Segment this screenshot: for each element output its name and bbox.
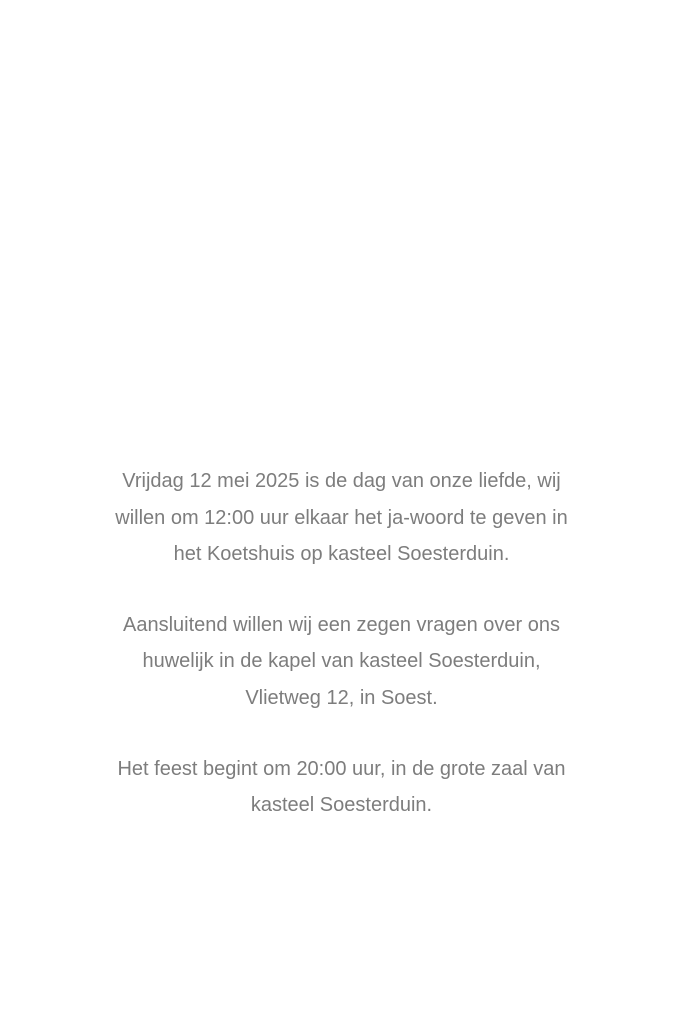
invitation-line: kasteel Soesterduin.: [250, 794, 433, 817]
paragraph-party: [0, 751, 683, 824]
invitation-line: Vlietweg 12, in Soest.: [245, 686, 438, 709]
paragraph-blessing: [0, 607, 683, 717]
invitation-line: Aansluitend willen wij een zegen vragen over ons: [123, 613, 560, 636]
paragraph-ceremony: [0, 463, 683, 573]
invitation-text-block: [0, 463, 683, 824]
invitation-line: Vrijdag 12 mei 2025 is de dag van onze liefde, wij: [122, 470, 561, 492]
invitation-line: het Koetshuis op kasteel Soesterduin.: [173, 543, 510, 566]
invitation-line: willen om 12:00 uur elkaar het ja-woord te geven in: [115, 506, 568, 529]
invitation-line: huwelijk in de kapel van kasteel Soesterduin,: [142, 650, 541, 673]
invitation-line: Het feest begint om 20:00 uur, in de grote zaal van: [117, 757, 566, 780]
